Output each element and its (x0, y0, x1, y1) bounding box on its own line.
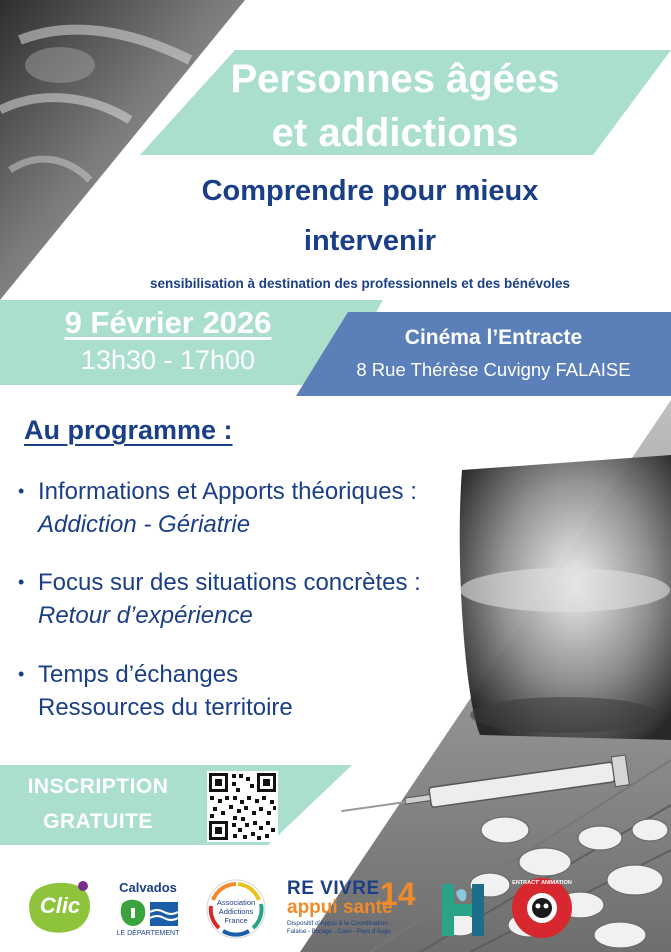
programme-item-title: Temps d’échanges (38, 661, 239, 688)
programme-item-detail: Ressources du territoire (38, 694, 293, 721)
revivre-logo-text: RE VIVRE (287, 878, 380, 899)
bullet-icon: • (18, 664, 25, 684)
bullet-icon: • (18, 481, 25, 501)
programme-item (18, 566, 421, 632)
calvados-logo-subtitle: LE DÉPARTEMENT (116, 930, 180, 937)
programme-heading: Au programme : (24, 415, 233, 445)
appui-sante-text: appui santé (287, 897, 393, 918)
entract-logo-text: ENTRACT' ANIMATION (512, 880, 572, 886)
registration-line2: GRATUITE (43, 810, 153, 833)
association-addictions-france-logo (205, 878, 267, 940)
event-title-line1: Personnes âgées (230, 57, 560, 101)
clic-logo (28, 880, 92, 936)
appui-sante-subtitle: Dispositif d’Appui à la Coordination (287, 920, 388, 927)
calvados-logo (110, 880, 186, 940)
event-address: 8 Rue Thérèse Cuvigny FALAISE (356, 359, 631, 380)
event-tagline: sensibilisation à destination des professionnels et des bénévoles (149, 276, 571, 291)
programme-item-title: Informations et Apports théoriques : (38, 478, 417, 505)
programme-item (18, 475, 417, 541)
bullet-icon: • (18, 572, 25, 592)
event-time: 13h30 - 17h00 (80, 345, 256, 375)
programme-item (18, 658, 293, 724)
event-title-line2: et addictions (271, 111, 519, 155)
revivre-appui-sante-logo (287, 876, 416, 940)
h-logo (442, 884, 484, 936)
event-date: 9 Février 2026 (64, 305, 272, 340)
programme-item-detail: Retour d’expérience (38, 602, 253, 629)
appui-sante-area: Falaise - Bocage - Caen - Pays d’Auge (287, 929, 391, 935)
registration-line1: INSCRIPTION (27, 775, 169, 798)
calvados-logo-title: Calvados (119, 880, 177, 895)
programme-item-detail: Addiction - Gériatrie (38, 511, 251, 538)
association-logo-text: Association Addictions France (216, 898, 256, 925)
entract-animation-logo (510, 876, 574, 940)
revivre-logo-number: 14 (380, 876, 416, 912)
programme-item-title: Focus sur des situations concrètes : (38, 569, 421, 596)
event-subtitle-line1: Comprendre pour mieux (201, 175, 539, 207)
event-subtitle-line2: intervenir (303, 225, 437, 257)
qr-code-icon[interactable] (207, 771, 278, 842)
clic-logo-text: Clic (39, 893, 81, 918)
venue-band (296, 312, 671, 396)
event-venue: Cinéma l’Entracte (404, 326, 583, 349)
